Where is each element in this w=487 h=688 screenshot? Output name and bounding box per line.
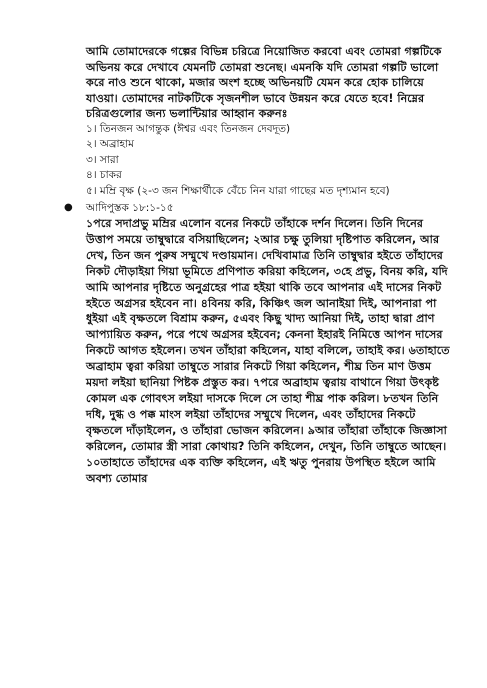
scripture-passage: ১পরে সদাপ্রভু মম্রির এলোন বনের নিকটে তাঁহাকে দর্শন দিলেন। তিনি দিনের উত্তাপ সময়ে তাম্বুদ্বারে বসিয়াছিলেন; ২আর চক্ষু তুলিয়া দৃষ্টিপাত করিলেন, আর দেখ, তিন জন পুরুষ সম্মুখে দণ্ডায়মান। দেখিবামাত্র তিনি তাম্বুদ্বার হইতে তাঁহাদের নিকট দৌড়াইয়া গিয়া ভূমিতে প্রণিপাত করিয়া কহিলেন, ৩হে প্রভু, বিনয় করি, যদি আমি আপনার দৃষ্টিতে অনুগ্রহের পাত্র হইয়া থাকি তবে আপনার এই দাসের নিকট হইতে অগ্রসর হইবেন না। ৪বিনয় করি, কিঞ্চিৎ জল আনাইয়া দিই, আপনারা পা ধুইয়া এই বৃক্ষতলে বিশ্রাম করুন, ৫এবং কিছু খাদ্য আনিয়া দিই, তাহা দ্বারা প্রাণ আপ্যায়িত করুন, পরে পথে অগ্রসর হইবেন; কেননা ইহারই নিমিত্তে আপন দাসের নিকটে আগত হইলেন। তখন তাঁহারা কহিলেন, যাহা বলিলে, তাহাই কর। ৬তাহাতে অব্রাহাম ত্বরা করিয়া তাম্বুতে সারার নিকটে গিয়া কহিলেন, শীঘ্র তিন মাণ উত্তম ময়দা লইয়া ছানিয়া পিষ্টক প্রস্তুত কর। ৭পরে অব্রাহাম ত্বরায় বাথানে গিয়া উৎকৃষ্ট কোমল এক গোবৎস লইয়া দাসকে দিলে সে তাহা শীঘ্র পাক করিল। ৮তখন তিনি দধি, দুগ্ধ ও পক্ক মাংস লইয়া তাঁহাদের সম্মুখে দিলেন, এবং তাঁহাদের নিকটে বৃক্ষতলে দাঁড়াইলেন, ও তাঁহারা ভোজন করিলেন। ৯আর তাঁহারা তাঁহাকে জিজ্ঞাসা করিলেন, তোমার স্ত্রী সারা কোথায়? তিনি কহিলেন, দেখুন, তিনি তাম্বুতে আছেন। ১০তাহাতে তাঁহাদের এক ব্যক্তি কহিলেন, এই ঋতু পুনরায় উপস্থিত হইলে আমি অবশ্য তোমার	[86, 217, 450, 485]
list-item: ৫। মম্রি বৃক্ষ (২-৩ জন শিক্ষার্থীকে বেঁচে নিন যারা গাছের মত দৃশ্যমান হবে)	[86, 184, 390, 197]
scripture-reference-row	[64, 200, 452, 216]
list-item: ১। তিনজন আগন্তুক (ঈশ্বর এবং তিনজন দেবদূত)	[86, 122, 291, 135]
list-item: ৩। সারা	[86, 153, 119, 166]
character-list	[86, 122, 452, 200]
document-page	[64, 44, 452, 486]
bullet-icon: ●	[64, 202, 73, 213]
intro-paragraph: আমি তোমাদেরকে গল্পের বিভিন্ন চরিত্রে নিয়োজিত করবো এবং তোমরা গল্পটিকে অভিনয় করে দেখাবে যেমনটি তোমরা শুনেছ। এমনকি যদি তোমরা গল্পটি ভালো করে নাও শুনে থাকো, মজার অংশ হচ্ছে অভিনয়টি যেমন করে হোক চালিয়ে যাওয়া। তোমাদের নাটকটিকে সৃজনশীল ভাবে উন্নয়ন করে যেতে হবে! নিম্নের চরিত্রগুলোর জন্য ভলান্টিয়ার আহ্বান করুনঃ	[86, 45, 442, 120]
list-item: ৪। চাকর	[86, 169, 122, 181]
scripture-reference: আদিপুস্তক ১৮:১-১৫	[86, 202, 174, 214]
list-item: ২। অব্রাহাম	[86, 138, 134, 150]
